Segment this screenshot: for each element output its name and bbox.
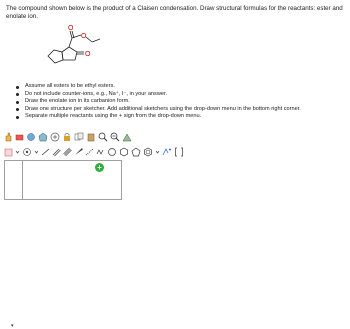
charge-icon[interactable]	[50, 132, 60, 143]
sketcher-toolbar-drawing	[4, 145, 186, 159]
sketcher-toolbar-top	[4, 130, 134, 144]
bracket-icon[interactable]	[174, 147, 184, 158]
product-structure	[0, 0, 350, 80]
wedge-bond-icon[interactable]	[74, 147, 83, 158]
instruction-list	[16, 83, 346, 121]
zoom-in-icon[interactable]	[98, 132, 108, 143]
ketone-oxygen: O	[85, 51, 91, 58]
lock-icon[interactable]	[62, 132, 72, 143]
ring-icon[interactable]	[107, 147, 117, 158]
copy-icon[interactable]	[74, 132, 84, 143]
sup-text-icon[interactable]	[162, 147, 172, 158]
question-prompt: The compound shown below is the product of a Claisen condensation. Draw structural formulas for the reactants: ester and enolate ion.	[6, 5, 343, 20]
ring-left	[48, 50, 63, 63]
paste-icon[interactable]	[86, 132, 96, 143]
instruction-item: Assume all esters to be ethyl esters.	[16, 83, 346, 91]
add-sketcher-button[interactable]: +	[95, 163, 104, 172]
chevron-down-icon[interactable]	[155, 147, 160, 158]
sketcher-canvas[interactable]	[22, 160, 122, 200]
template-icon[interactable]	[26, 132, 36, 143]
zoom-out-icon[interactable]	[110, 132, 120, 143]
clean-icon[interactable]	[122, 132, 132, 143]
triple-bond-icon[interactable]	[63, 147, 72, 158]
hand-icon[interactable]	[4, 132, 13, 143]
sketcher-dropdown[interactable]: ▾	[11, 323, 14, 329]
instruction-item: Do not include counter-ions, e.g., Na⁺, I⁻, in your answer.	[16, 91, 346, 99]
ring-right	[62, 47, 77, 60]
ester-link-oxygen: O	[81, 33, 87, 40]
instruction-item: Separate multiple reactants using the + sign from the drop-down menu.	[16, 113, 346, 121]
double-bond-icon[interactable]	[52, 147, 61, 158]
erase-icon[interactable]	[15, 132, 24, 143]
ring-template-icon[interactable]	[38, 132, 48, 143]
element-icon[interactable]	[22, 147, 32, 158]
chain-icon[interactable]	[96, 147, 105, 158]
chevron-down-icon[interactable]	[34, 147, 39, 158]
sketcher-side-panel[interactable]	[4, 160, 23, 329]
instruction-item: Draw the enolate ion in its carbanion form.	[16, 98, 346, 106]
chevron-down-icon[interactable]	[15, 147, 20, 158]
instruction-item: Draw one structure per sketcher. Add additional sketchers using the drop-down menu in the bottom right corner.	[16, 106, 346, 114]
cyclohexane-icon[interactable]	[119, 147, 129, 158]
hash-bond-icon[interactable]	[85, 147, 94, 158]
single-bond-icon[interactable]	[41, 147, 50, 158]
ester-carbonyl-oxygen: O	[68, 25, 74, 32]
cyclopentane-icon[interactable]	[131, 147, 141, 158]
undo-icon[interactable]	[4, 147, 13, 158]
benzene-icon[interactable]	[143, 147, 153, 158]
